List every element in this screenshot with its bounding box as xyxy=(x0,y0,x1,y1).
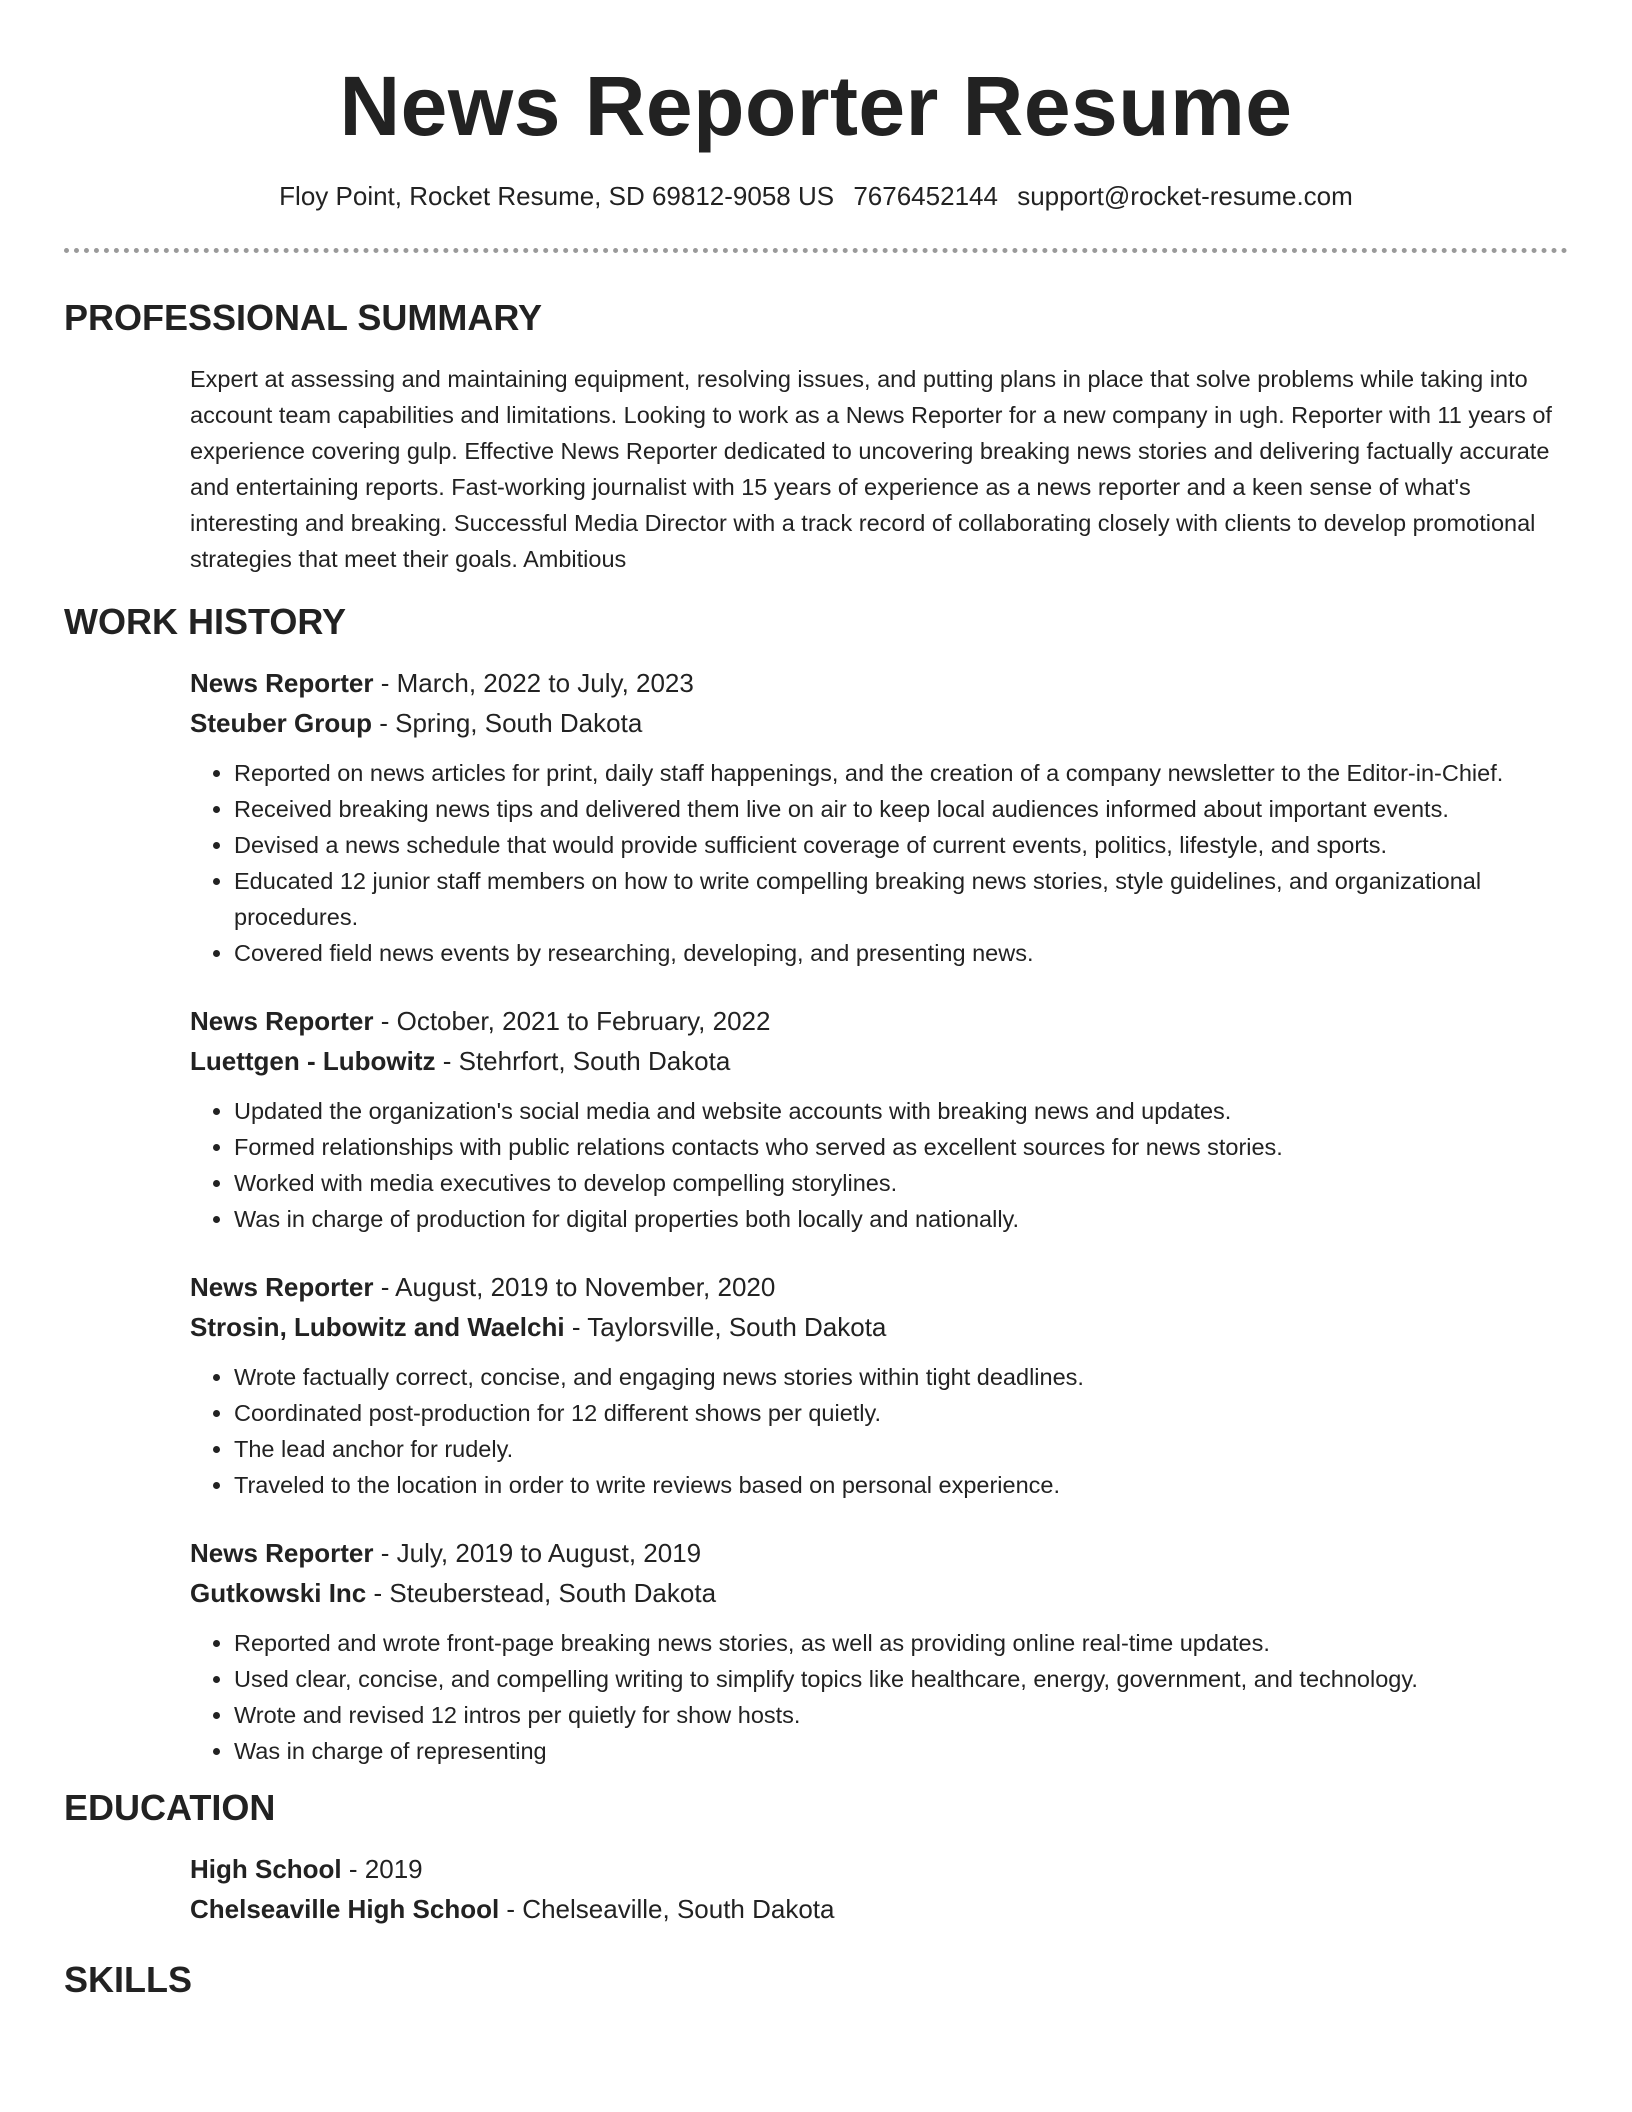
education-section xyxy=(190,1849,1568,1929)
contact-line xyxy=(64,180,1568,212)
education-degree-line xyxy=(190,1849,1568,1889)
page-title: News Reporter Resume xyxy=(339,59,1293,153)
job-title-line xyxy=(190,663,1568,703)
job-company: Steuber Group xyxy=(190,708,373,738)
education-school-line xyxy=(190,1889,1568,1929)
job-entry xyxy=(190,1533,1568,1769)
list-item: • Was in charge of production for digital properties both locally and nationally. xyxy=(234,1201,1568,1237)
job-company: Gutkowski Inc xyxy=(190,1578,367,1608)
job-dates: - October, 2021 to February, 2022 xyxy=(373,1006,771,1036)
list-item: • Reported on news articles for print, daily staff happenings, and the creation of a company newsletter to the Editor-in-Chief. xyxy=(234,755,1568,791)
list-item: • Formed relationships with public relations contacts who served as excellent sources for news stories. xyxy=(234,1129,1568,1165)
job-bullets xyxy=(190,1359,1568,1503)
job-location: - Spring, South Dakota xyxy=(372,708,643,738)
job-dates: - July, 2019 to August, 2019 xyxy=(373,1538,702,1568)
job-location: - Steuberstead, South Dakota xyxy=(366,1578,717,1608)
job-bullets xyxy=(190,1093,1568,1237)
job-dates: - March, 2022 to July, 2023 xyxy=(373,668,694,698)
job-title: News Reporter xyxy=(190,1272,374,1302)
list-item: • Wrote factually correct, concise, and engaging news stories within tight deadlines. xyxy=(234,1359,1568,1395)
list-item: • Covered field news events by researching, developing, and presenting news. xyxy=(234,935,1568,971)
job-entry xyxy=(190,1267,1568,1503)
education-degree: High School xyxy=(190,1854,342,1884)
education-year: - 2019 xyxy=(341,1854,423,1884)
list-item: • Devised a news schedule that would provide sufficient coverage of current events, politics, lifestyle, and sports. xyxy=(234,827,1568,863)
job-company-line xyxy=(190,1573,1568,1613)
job-dates: - August, 2019 to November, 2020 xyxy=(373,1272,776,1302)
job-location: - Taylorsville, South Dakota xyxy=(564,1312,887,1342)
list-item: • Received breaking news tips and delivered them live on air to keep local audiences informed about important events. xyxy=(234,791,1568,827)
list-item: • Worked with media executives to develop compelling storylines. xyxy=(234,1165,1568,1201)
job-title: News Reporter xyxy=(190,668,374,698)
job-title: News Reporter xyxy=(190,1538,374,1568)
job-entry xyxy=(190,1001,1568,1237)
job-company-line xyxy=(190,703,1568,743)
job-bullets xyxy=(190,1625,1568,1769)
job-company-line xyxy=(190,1307,1568,1347)
summary-text: Expert at assessing and maintaining equipment, resolving issues, and putting plans in place that solve problems while taking into account team capabilities and limitations. Looking to work as a News Reporter for a new company in ugh. Reporter with 11 years of experience covering gulp. Effective News Reporter dedicated to uncovering breaking news stories and delivering factually accurate and entertaining reports. Fast-working journalist with 15 years of experience as a news reporter and a keen sense of what's interesting and breaking. Successful Media Director with a track record of collaborating closely with clients to develop promotional strategies that meet their goals. Ambitious xyxy=(190,366,1552,572)
job-company: Strosin, Lubowitz and Waelchi xyxy=(190,1312,565,1342)
list-item: • Reported and wrote front-page breaking news stories, as well as providing online real-time updates. xyxy=(234,1625,1568,1661)
education-heading: EDUCATION xyxy=(64,1787,276,1828)
list-item: • Educated 12 junior staff members on how to write compelling breaking news stories, style guidelines, and organizational procedures. xyxy=(234,863,1568,935)
job-company-line xyxy=(190,1041,1568,1081)
job-location: - Stehrfort, South Dakota xyxy=(435,1046,731,1076)
list-item: • Coordinated post-production for 12 different shows per quietly. xyxy=(234,1395,1568,1431)
job-title-line xyxy=(190,1001,1568,1041)
resume-page xyxy=(64,0,1568,2001)
contact-address: Floy Point, Rocket Resume, SD 69812-9058 US xyxy=(279,181,835,211)
list-item: • Traveled to the location in order to write reviews based on personal experience. xyxy=(234,1467,1568,1503)
education-school: Chelseaville High School xyxy=(190,1894,500,1924)
work-history-heading: WORK HISTORY xyxy=(64,601,347,642)
list-item: • Used clear, concise, and compelling writing to simplify topics like healthcare, energy, government, and technology. xyxy=(234,1661,1568,1697)
job-entry xyxy=(190,663,1568,971)
summary-section xyxy=(190,361,1568,577)
contact-phone: 7676452144 xyxy=(853,181,998,211)
work-history-section xyxy=(190,663,1568,1769)
job-company: Luettgen - Lubowitz xyxy=(190,1046,436,1076)
education-location: - Chelseaville, South Dakota xyxy=(499,1894,835,1924)
list-item: • Was in charge of representing xyxy=(234,1733,1568,1769)
header-divider xyxy=(64,248,1568,253)
list-item: • The lead anchor for rudely. xyxy=(234,1431,1568,1467)
skills-heading: SKILLS xyxy=(64,1959,193,2000)
job-title-line xyxy=(190,1267,1568,1307)
job-title-line xyxy=(190,1533,1568,1573)
job-title: News Reporter xyxy=(190,1006,374,1036)
job-bullets xyxy=(190,755,1568,971)
list-item: • Updated the organization's social media and website accounts with breaking news and updates. xyxy=(234,1093,1568,1129)
contact-email: support@rocket-resume.com xyxy=(1017,181,1353,211)
summary-heading: PROFESSIONAL SUMMARY xyxy=(64,297,543,338)
list-item: • Wrote and revised 12 intros per quietly for show hosts. xyxy=(234,1697,1568,1733)
